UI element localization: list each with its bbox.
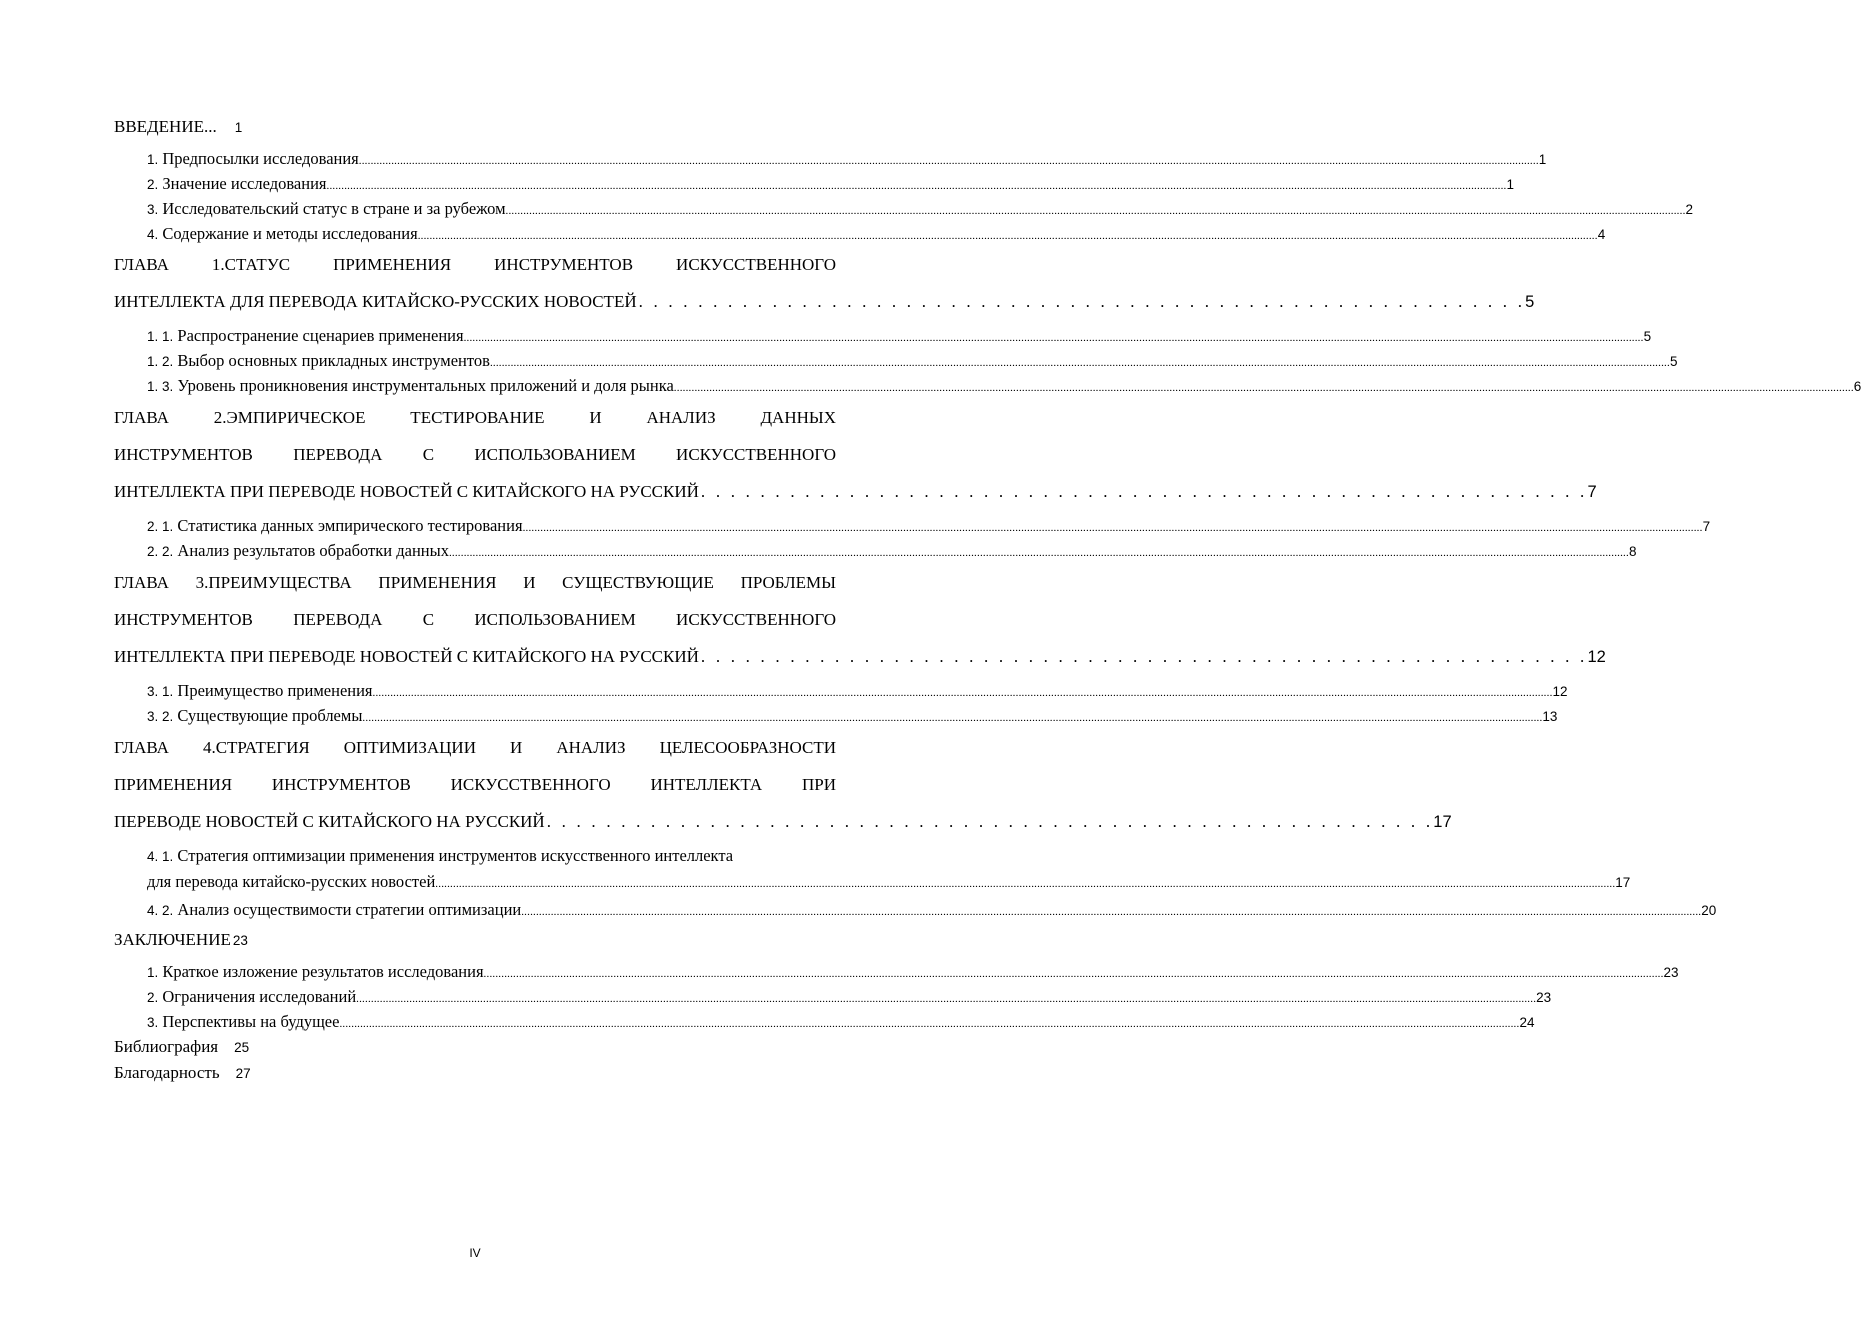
toc-section-title: Анализ результатов обработки данных — [177, 541, 449, 560]
toc-section-number: 1. 1. — [147, 329, 174, 344]
toc-section-page: 13 — [1542, 709, 1558, 724]
toc-chapter-page: 12 — [1587, 648, 1606, 666]
toc-section-number: 1. — [147, 152, 159, 167]
toc-section-label — [147, 513, 523, 539]
toc-leader-dots: ................................................................................................................................................................................................................................................................................................................................................................................................................ — [448, 547, 1629, 559]
toc-section-title: Анализ осуществимости стратегии оптимизации — [177, 900, 522, 919]
toc-chapter-title-line: ПРИМЕНЕНИЯ ИНСТРУМЕНТОВ ИСКУССТВЕННОГО ИНТЕЛЛЕКТА ПРИ — [114, 775, 836, 794]
toc-chapter-page: 7 — [1587, 483, 1597, 501]
toc-section-label — [147, 348, 490, 374]
toc-section-number: 1. — [147, 965, 159, 980]
toc-section-number: 2. 2. — [147, 544, 174, 559]
toc-leader-dots: ................................................................................................................................................................................................................................................................................................................................................................................................................ — [522, 522, 1703, 534]
toc-chapter-title-line: ГЛАВА 4.СТРАТЕГИЯ ОПТИМИЗАЦИИ И АНАЛИЗ ЦЕЛЕСООБРАЗНОСТИ — [114, 738, 836, 757]
toc-section-title: Уровень проникновения инструментальных приложений и доля рынка — [177, 376, 674, 395]
toc-section-page: 1 — [1538, 152, 1547, 167]
toc-leader-dots: ................................................................................................................................................................................................................................................................................................................................................................................................................ — [505, 205, 1686, 217]
toc-leader-dots: . . . . . . . . . . . . . . . . . . . . . . . . . . . . . . . . . . . . . . . . . . . . . . . . . . . . . . . . . . . . — [638, 292, 1526, 311]
toc-leader-dots: ................................................................................................................................................................................................................................................................................................................................................................................................................ — [358, 155, 1539, 167]
toc-entry-conclusion[interactable] — [114, 923, 836, 959]
toc-chapter-title-lastline — [114, 803, 1452, 841]
toc-leader-dots: ................................................................................................................................................................................................................................................................................................................................................................................................................ — [326, 180, 1507, 192]
toc-section-number: 2. 1. — [147, 519, 174, 534]
toc-section-title: Перспективы на будущее — [162, 1012, 340, 1031]
toc-section-label — [147, 323, 464, 349]
toc-section-title: Стратегия оптимизации применения инструментов искусственного интеллекта — [177, 846, 734, 865]
toc-entry-page: 25 — [234, 1040, 250, 1055]
toc-entry-title: ЗАКЛЮЧЕНИЕ — [114, 930, 231, 949]
toc-section-label — [147, 897, 521, 923]
toc-entry-bibliography[interactable] — [114, 1034, 836, 1060]
toc-section-entry[interactable] — [114, 171, 1515, 196]
toc-section-number: 1. 3. — [147, 379, 174, 394]
toc-leader-dots: ................................................................................................................................................................................................................................................................................................................................................................................................................ — [489, 357, 1670, 369]
toc-chapter-title-line: ГЛАВА 3.ПРЕИМУЩЕСТВА ПРИМЕНЕНИЯ И СУЩЕСТВУЮЩИЕ ПРОБЛЕМЫ — [114, 573, 836, 592]
toc-section-entry[interactable] — [114, 196, 1694, 221]
toc-section-label — [147, 959, 484, 985]
toc-section-entry[interactable] — [114, 959, 1679, 984]
toc-entry-page: 27 — [235, 1066, 251, 1081]
toc-chapter-entry[interactable] — [114, 729, 1452, 841]
toc-section-number: 3. 1. — [147, 684, 174, 699]
toc-section-title-cont: для перевода китайско-русских новостей — [147, 872, 436, 891]
toc-chapter-title-end: ИНТЕЛЛЕКТА ДЛЯ ПЕРЕВОДА КИТАЙСКО-РУССКИХ НОВОСТЕЙ — [114, 292, 637, 311]
toc-section-title: Преимущество применения — [177, 681, 373, 700]
toc-section-number: 3. — [147, 202, 159, 217]
toc-chapter-title-end: ИНТЕЛЛЕКТА ПРИ ПЕРЕВОДЕ НОВОСТЕЙ С КИТАЙСКОГО НА РУССКИЙ — [114, 482, 699, 501]
toc-leader-dots: ................................................................................................................................................................................................................................................................................................................................................................................................................ — [435, 878, 1616, 890]
toc-leader-dots: ................................................................................................................................................................................................................................................................................................................................................................................................................ — [417, 230, 1598, 242]
toc-chapter-sections — [114, 841, 1717, 923]
toc-section-label — [147, 703, 362, 729]
toc-section-label — [147, 678, 373, 704]
toc-leader-dots: ................................................................................................................................................................................................................................................................................................................................................................................................................ — [362, 712, 1543, 724]
toc-section-lastline — [147, 869, 1631, 897]
toc-section-title: Существующие проблемы — [177, 706, 363, 725]
toc-section-entry[interactable] — [114, 348, 1678, 373]
toc-leader-dots: ................................................................................................................................................................................................................................................................................................................................................................................................................ — [483, 968, 1664, 980]
toc-section-page: 20 — [1701, 903, 1717, 918]
toc-chapter-title-lastline — [114, 638, 1606, 676]
toc-section-number: 4. 1. — [147, 849, 174, 864]
toc-chapter-title-line: ГЛАВА 2.ЭМПИРИЧЕСКОЕ ТЕСТИРОВАНИЕ И АНАЛИЗ ДАННЫХ — [114, 408, 836, 427]
toc-section-page: 2 — [1685, 202, 1694, 217]
toc-section-label — [147, 373, 674, 399]
table-of-contents — [114, 110, 1861, 1086]
toc-section-page: 6 — [1853, 379, 1861, 394]
toc-section-entry[interactable] — [114, 897, 1717, 922]
toc-leader-dots: . . . . . . . . . . . . . . . . . . . . . . . . . . . . . . . . . . . . . . . . . . . . . . . . . . . . . . . . . . . . — [546, 812, 1434, 831]
toc-section-number: 2. — [147, 177, 159, 192]
toc-entry-acknowledgements[interactable] — [114, 1060, 836, 1086]
toc-chapter-entry[interactable] — [114, 246, 1535, 321]
toc-chapter-title-line: ИНСТРУМЕНТОВ ПЕРЕВОДА С ИСПОЛЬЗОВАНИЕМ ИСКУССТВЕННОГО — [114, 445, 836, 464]
toc-section-number: 3. — [147, 1015, 159, 1030]
toc-leader-dots: . . . . . . . . . . . . . . . . . . . . . . . . . . . . . . . . . . . . . . . . . . . . . . . . . . . . . . . . . . . . — [700, 482, 1588, 501]
toc-section-page: 23 — [1536, 990, 1552, 1005]
toc-section-title: Краткое изложение результатов исследования — [162, 962, 484, 981]
toc-section-title: Предпосылки исследования — [162, 149, 359, 168]
toc-section-page: 7 — [1702, 519, 1711, 534]
toc-section-entry[interactable] — [114, 678, 1568, 703]
page-number-footer: IV — [469, 1246, 481, 1260]
toc-section-title: Исследовательский статус в стране и за рубежом — [162, 199, 506, 218]
toc-section-page: 8 — [1628, 544, 1637, 559]
toc-section-label — [147, 538, 449, 564]
toc-section-page: 12 — [1552, 684, 1568, 699]
toc-section-entry[interactable] — [114, 221, 1606, 246]
toc-section-entry[interactable] — [114, 1009, 1535, 1034]
toc-section-entry[interactable] — [114, 538, 1637, 563]
toc-chapter-entry[interactable] — [114, 564, 1606, 676]
toc-section-title: Значение исследования — [162, 174, 327, 193]
toc-section-entry[interactable] — [114, 984, 1552, 1009]
toc-section-number: 2. — [147, 990, 159, 1005]
toc-section-label — [147, 1009, 339, 1035]
toc-section-entry[interactable] — [114, 703, 1558, 728]
toc-section-entry[interactable] — [114, 146, 1547, 171]
toc-leader-dots: ................................................................................................................................................................................................................................................................................................................................................................................................................ — [372, 687, 1553, 699]
toc-section-entry[interactable] — [114, 843, 1631, 897]
toc-entry-title: ВВЕДЕНИЕ... — [114, 117, 217, 136]
toc-section-page: 1 — [1506, 177, 1515, 192]
toc-chapter-title-line: ИНСТРУМЕНТОВ ПЕРЕВОДА С ИСПОЛЬЗОВАНИЕМ ИСКУССТВЕННОГО — [114, 610, 836, 629]
toc-section-number: 4. — [147, 227, 159, 242]
toc-leader-dots: ................................................................................................................................................................................................................................................................................................................................................................................................................ — [463, 332, 1644, 344]
toc-chapter-page: 17 — [1433, 813, 1452, 831]
toc-leader-dots: ................................................................................................................................................................................................................................................................................................................................................................................................................ — [356, 993, 1537, 1005]
toc-leader-dots: ................................................................................................................................................................................................................................................................................................................................................................................................................ — [521, 906, 1702, 918]
toc-chapter-entry[interactable] — [114, 399, 1597, 511]
toc-section-label — [147, 146, 359, 172]
toc-section-title: Статистика данных эмпирического тестирования — [177, 516, 523, 535]
toc-entry-title: Библиография — [114, 1037, 219, 1056]
toc-section-title: Содержание и методы исследования — [162, 224, 418, 243]
toc-chapter-title-lastline — [114, 473, 1597, 511]
toc-chapter-sections — [114, 676, 1568, 729]
toc-section-page: 17 — [1615, 875, 1631, 890]
toc-section-entry[interactable] — [114, 323, 1652, 348]
toc-entry-title: Благодарность — [114, 1063, 220, 1082]
toc-entry-page: 1 — [234, 120, 243, 135]
toc-chapter-title-line: ГЛАВА 1.СТАТУС ПРИМЕНЕНИЯ ИНСТРУМЕНТОВ ИСКУССТВЕННОГО — [114, 255, 836, 274]
toc-section-page: 23 — [1663, 965, 1679, 980]
toc-section-number: 3. 2. — [147, 709, 174, 724]
toc-leader-dots: . . . . . . . . . . . . . . . . . . . . . . . . . . . . . . . . . . . . . . . . . . . . . . . . . . . . . . . . . . . . — [700, 647, 1588, 666]
toc-section-label — [147, 221, 418, 247]
toc-section-page: 24 — [1519, 1015, 1535, 1030]
toc-chapter-sections — [114, 511, 1711, 564]
toc-entry-introduction[interactable] — [114, 110, 836, 146]
toc-section-page: 4 — [1597, 227, 1606, 242]
toc-section-label — [147, 196, 506, 222]
toc-chapter-title-lastline — [114, 283, 1535, 321]
toc-chapter-title-end: ПЕРЕВОДЕ НОВОСТЕЙ С КИТАЙСКОГО НА РУССКИЙ — [114, 812, 545, 831]
toc-section-label — [147, 171, 327, 197]
toc-section-number: 1. 2. — [147, 354, 174, 369]
toc-leader-dots: ................................................................................................................................................................................................................................................................................................................................................................................................................ — [339, 1018, 1520, 1030]
toc-section-page: 5 — [1669, 354, 1678, 369]
toc-section-title: Выбор основных прикладных инструментов — [177, 351, 490, 370]
toc-section-firstline — [147, 843, 836, 869]
toc-section-label — [147, 984, 356, 1010]
toc-section-title: Ограничения исследований — [162, 987, 357, 1006]
toc-section-number: 4. 2. — [147, 903, 174, 918]
toc-section-page: 5 — [1643, 329, 1652, 344]
toc-section-entry[interactable] — [114, 373, 1861, 398]
toc-leader-dots: ................................................................................................................................................................................................................................................................................................................................................................................................................ — [673, 382, 1854, 394]
toc-chapter-page: 5 — [1525, 293, 1535, 311]
toc-section-entry[interactable] — [114, 513, 1711, 538]
toc-chapter-sections — [114, 321, 1861, 399]
toc-entry-page: 23 — [232, 933, 248, 948]
toc-section-title: Распространение сценариев применения — [177, 326, 464, 345]
toc-chapter-title-end: ИНТЕЛЛЕКТА ПРИ ПЕРЕВОДЕ НОВОСТЕЙ С КИТАЙСКОГО НА РУССКИЙ — [114, 647, 699, 666]
